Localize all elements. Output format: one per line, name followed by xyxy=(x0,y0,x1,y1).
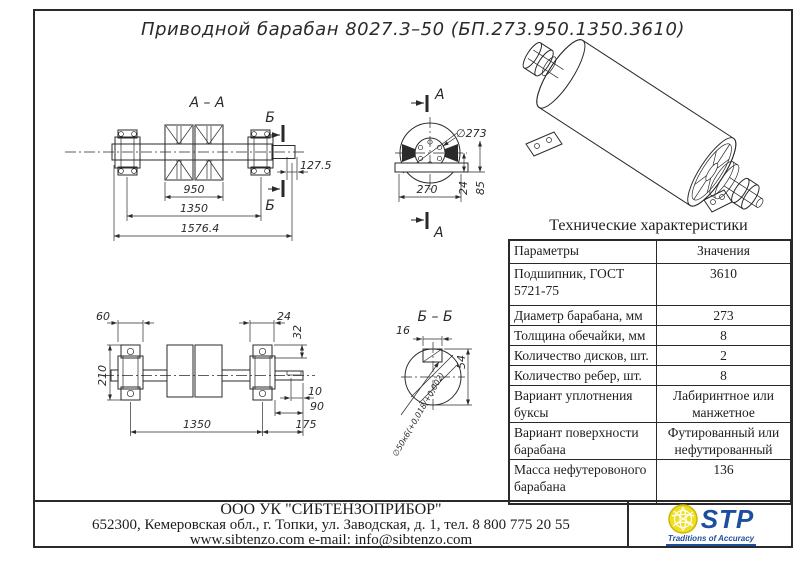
company-address: 652300, Кемеровская обл., г. Топки, ул. Заводская, д. 1, тел. 8 800 775 20 55 xyxy=(92,517,570,533)
dim-10-label: 10 xyxy=(308,385,322,398)
stp-logo-tagline: Traditions of Accuracy xyxy=(666,534,756,546)
value-cell: 8 xyxy=(657,325,792,345)
isometric-view xyxy=(510,48,795,213)
dim-85-label: 85 xyxy=(474,181,487,195)
dim-270-label: 270 xyxy=(416,183,438,196)
value-cell: 8 xyxy=(657,365,792,385)
param-cell: Диаметр барабана, мм xyxy=(509,305,657,325)
param-cell: Количество ребер, шт. xyxy=(509,365,657,385)
dim-1350-label: 1350 xyxy=(180,202,208,215)
dim-175-label: 175 xyxy=(295,418,317,431)
dimensions xyxy=(391,324,472,458)
drum-body xyxy=(167,345,222,397)
table-row xyxy=(509,422,791,459)
front-view xyxy=(45,300,345,460)
table-row xyxy=(509,365,791,385)
cut-b-label-top: Б xyxy=(265,110,275,126)
dim-24-label: 24 xyxy=(457,181,470,195)
section-bb-label: Б – Б xyxy=(417,309,453,325)
left-bearing xyxy=(115,130,140,175)
dim-1576-label: 1576.4 xyxy=(180,222,220,235)
cut-b-label-bottom: Б xyxy=(265,198,275,214)
section-aa-view xyxy=(40,85,340,250)
drawing-title: Приводной барабан 8027.3–50 (БП.273.950.1350.3610) xyxy=(141,19,685,40)
value-cell: Футированный или нефутированный xyxy=(657,422,792,459)
drum-isometric xyxy=(506,19,783,238)
specs-table xyxy=(508,239,792,505)
dim-210-label: 210 xyxy=(96,365,109,386)
value-cell: 273 xyxy=(657,305,792,325)
dim-24-label: 24 xyxy=(277,310,291,323)
left-bearing xyxy=(118,345,143,400)
param-cell: Вариант уплотнения буксы xyxy=(509,385,657,422)
logo-cell xyxy=(627,502,793,548)
cut-plane-b-markers xyxy=(265,110,283,214)
table-row xyxy=(509,263,791,305)
drum-discs xyxy=(165,125,223,180)
dim-dia-label: ∅273 xyxy=(456,127,487,140)
value-cell: 2 xyxy=(657,345,792,365)
table-row xyxy=(509,305,791,325)
end-view xyxy=(385,85,500,245)
dim-90-label: 90 xyxy=(310,400,324,413)
value-cell: 3610 xyxy=(657,263,792,305)
dim-1350-label: 1350 xyxy=(183,418,211,431)
section-bb-view xyxy=(390,300,488,465)
cut-a-label-top: А xyxy=(435,87,445,103)
stp-logo-text: STP xyxy=(700,504,755,534)
dim-54-label: 54 xyxy=(455,355,468,369)
stp-emblem-icon xyxy=(668,504,698,534)
company-info xyxy=(35,502,627,548)
dimensions xyxy=(96,310,324,436)
table-row xyxy=(509,459,791,504)
param-cell: Масса нефутеровоного барабана xyxy=(509,459,657,504)
value-cell: Лабиринтное или манжетное xyxy=(657,385,792,422)
dim-32-label: 32 xyxy=(291,325,304,339)
specs-header-row xyxy=(509,240,791,263)
company-web: www.sibtenzo.com e-mail: info@sibtenzo.com xyxy=(189,532,473,548)
table-row xyxy=(509,325,791,345)
param-cell: Вариант поверхности барабана xyxy=(509,422,657,459)
param-cell: Подшипник, ГОСТ 5721-75 xyxy=(509,263,657,305)
shaft xyxy=(65,144,305,160)
table-row xyxy=(509,345,791,365)
specs-col-value: Значения xyxy=(657,240,792,263)
dim-60-label: 60 xyxy=(96,310,110,323)
bearing-base-plates xyxy=(526,132,732,212)
table-row xyxy=(509,385,791,422)
specs-col-param: Параметры xyxy=(509,240,657,263)
title-block xyxy=(35,500,791,548)
specs-title: Технические характеристики xyxy=(549,217,748,234)
right-bearing xyxy=(248,130,273,175)
company-name: ООО УК "СИБТЕНЗОПРИБОР" xyxy=(220,501,442,518)
dim-127-label: 127.5 xyxy=(300,159,332,172)
right-bearing xyxy=(250,345,275,400)
param-cell: Толщина обечайки, мм xyxy=(509,325,657,345)
param-cell: Количество дисков, шт. xyxy=(509,345,657,365)
dim-shaft-label: ∅50к6(+0,018/+0,002) xyxy=(390,371,447,458)
dim-950-label: 950 xyxy=(183,183,205,196)
cut-a-label-bottom: А xyxy=(434,225,444,241)
stp-logo xyxy=(666,504,756,546)
dim-16-label: 16 xyxy=(396,324,410,337)
section-aa-label: А – А xyxy=(189,95,225,111)
value-cell: 136 xyxy=(657,459,792,504)
